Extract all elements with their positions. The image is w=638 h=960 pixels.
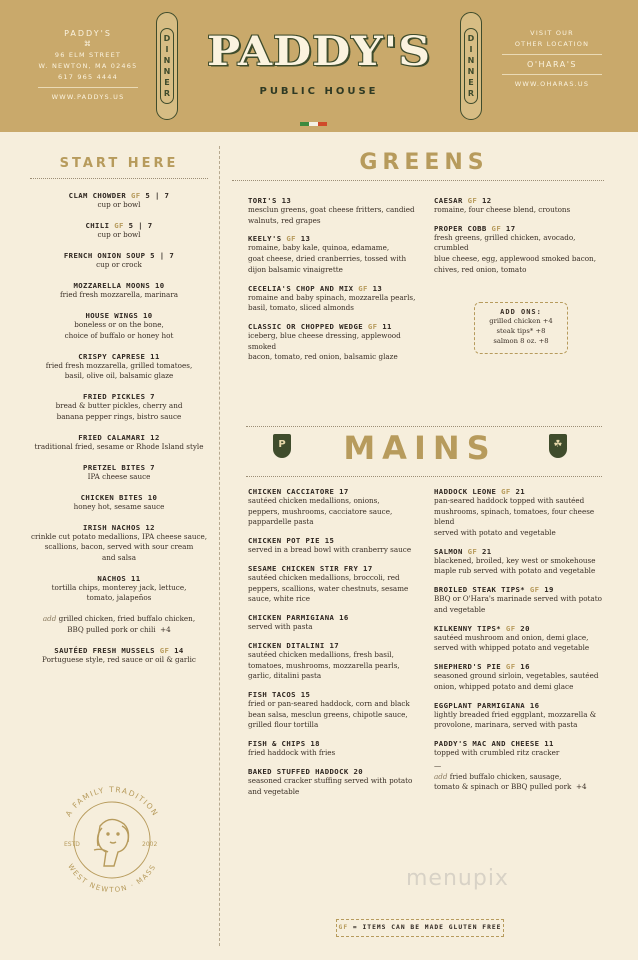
item-price: 15 (300, 690, 311, 700)
item-desc: goat cheese, dried cranberries, tossed with (248, 254, 407, 264)
pipe-shield-icon: ☘ (549, 434, 567, 458)
item-desc: topped with crumbled ritz cracker (434, 748, 560, 758)
item-price: 13 (372, 283, 383, 293)
item-name: BROILED STEAK TIPS* (434, 585, 526, 595)
start-addon (30, 614, 208, 635)
badge-letter: D (467, 34, 475, 43)
item-desc: peppers, scallions, water chestnuts, sesame (248, 583, 409, 593)
badge-letter: R (467, 89, 475, 98)
stamp-bottom-text: WEST NEWTON · MASS (66, 862, 158, 895)
item-desc: fried or pan-seared haddock, corn and black (248, 699, 410, 709)
item-desc: banana pepper rings, bistro sauce (56, 411, 182, 421)
item-desc: sautéed chicken medallions, onions, (248, 496, 380, 505)
gf-badge: GF (130, 191, 141, 200)
item-desc: fried haddock with fries (248, 748, 336, 758)
menu-item (30, 493, 208, 513)
address-block (28, 28, 148, 103)
start-here-title: START HERE (59, 156, 179, 171)
gf-badge: GF (286, 234, 296, 244)
other-website-link[interactable]: WWW.OHARAS.US (514, 80, 590, 88)
stamp-estd: ESTD (64, 841, 80, 848)
item-name: FRIED CALAMARI (78, 432, 146, 442)
greens-title: GREENS (359, 150, 489, 175)
item-desc: blue cheese, egg, applewood smoked bacon, (434, 254, 596, 264)
item-name: PROPER COBB (434, 223, 487, 233)
item-name: CAESAR (434, 196, 463, 205)
item-price: 12 (145, 522, 155, 532)
item-desc: fried fresh mozzarella, grilled tomatoes, (45, 360, 193, 370)
item-desc: bacon, tomato, red onion, balsamic glaze (248, 352, 398, 362)
item-price: 17 (329, 640, 340, 650)
gf-badge: GF (467, 546, 478, 556)
item-desc: served with whipped potato and vegetable (434, 643, 590, 653)
item-name: CHICKEN POT PIE (248, 536, 320, 546)
stamp-top-text: A FAMILY TRADITION (63, 784, 161, 819)
menu-item (248, 487, 432, 528)
gf-badge: GF (358, 283, 368, 293)
dotted-divider (246, 476, 602, 477)
addon-line: salmon 8 oz. +8 (493, 337, 549, 345)
menu-item (30, 523, 208, 564)
addon-price: +4 (160, 624, 171, 634)
item-desc: sauce, white rice (248, 594, 310, 604)
menu-item (248, 284, 430, 314)
badge-letter: I (165, 45, 169, 54)
item-price: 17 (505, 223, 516, 233)
gluten-free-note (336, 919, 504, 937)
item-price: 20 (353, 766, 364, 776)
menu-item (30, 392, 208, 422)
item-desc: served in a bread bowl with cranberry sauce (248, 545, 412, 555)
item-desc: served with pasta (248, 622, 313, 632)
divider (38, 87, 138, 88)
mac-addon (434, 761, 612, 793)
badge-letter: N (467, 67, 475, 76)
mains-left-column (248, 487, 432, 805)
item-price: 7 (150, 392, 155, 402)
addon-line: steak tips* +8 (496, 327, 546, 335)
item-price: 10 (147, 492, 158, 502)
item-desc: cup or bowl (97, 229, 141, 239)
badge-letter: E (164, 78, 170, 87)
flag-stripe (300, 122, 309, 126)
item-price: 11 (544, 739, 554, 749)
item-desc: chives, red onion, tomato (434, 264, 527, 274)
addon-prefix: add (434, 771, 448, 781)
gf-badge: GF (367, 322, 378, 332)
item-desc: walnuts, red grapes (248, 215, 321, 225)
item-price: 13 (281, 196, 292, 205)
addon-dash: — (434, 760, 442, 770)
item-desc: sautéed mushroom and onion, demi glace, (434, 632, 589, 642)
menu-item (248, 613, 432, 633)
item-name: SESAME CHICKEN STIR FRY (248, 563, 359, 573)
item-desc: fried fresh mozzarella, marinara (59, 289, 179, 299)
item-name: NACHOS (97, 573, 127, 583)
menu-item (248, 536, 432, 556)
addon-price: +4 (576, 782, 587, 792)
item-desc: sautéed chicken medallions, broccoli, red (248, 572, 400, 582)
divider (502, 54, 602, 55)
gf-badge: GF (529, 585, 540, 595)
mains-right-column (434, 487, 612, 793)
addon-text-2: tomato & spinach or BBQ pulled pork (434, 782, 572, 792)
item-price: 20 (520, 623, 530, 633)
item-desc: and salsa (101, 552, 137, 562)
item-desc: scallions, bacon, served with sour cream (44, 542, 194, 552)
item-price: 10 (142, 310, 153, 320)
item-name: EGGPLANT PARMIGIANA (434, 700, 526, 710)
item-name: PADDY'S MAC AND CHEESE (434, 739, 540, 749)
gf-badge: GF (505, 662, 516, 672)
item-name: CECELIA'S CHOP AND MIX (248, 283, 354, 293)
column-divider (219, 146, 220, 946)
menu-item (30, 281, 208, 301)
header-banner (0, 0, 638, 132)
item-desc: tomato, jalapeños (86, 593, 152, 603)
other-location-block (492, 28, 612, 90)
item-name: CLASSIC OR CHOPPED WEDGE (248, 322, 364, 332)
badge-letter: N (163, 67, 171, 76)
item-price: 12 (150, 432, 160, 442)
menu-item (434, 739, 612, 759)
item-desc: mushrooms, spinach, tomatoes, four cheese blend (434, 506, 595, 527)
item-desc: sautéed chicken medallions, fresh basil, (248, 649, 394, 659)
item-desc: boneless or on the bone, (74, 319, 164, 329)
item-desc: cup or bowl (97, 200, 141, 209)
item-price: 5 | 7 (145, 191, 170, 200)
item-name: CHICKEN PARMIGIANA (248, 613, 335, 623)
location-name: O'HARA'S (527, 60, 577, 69)
phone: 617 965 4444 (58, 73, 118, 81)
item-price: 19 (544, 585, 554, 595)
knot-icon: ⌘ (83, 40, 93, 48)
divider (502, 74, 602, 75)
greens-left-column (248, 196, 430, 371)
flag-stripe (318, 122, 327, 126)
greens-addons-box (474, 302, 568, 354)
start-here-section (30, 152, 208, 676)
item-desc: basil, olive oil, balsamic glaze (64, 371, 174, 381)
p-shield-icon: P (273, 434, 291, 458)
menu-item (30, 433, 208, 453)
menu-item (248, 690, 432, 731)
website-link[interactable]: WWW.PADDYS.US (51, 93, 125, 101)
item-desc: bean salsa, mesclun greens, chipotle sauce, (248, 709, 408, 719)
item-price: 10 (154, 280, 165, 290)
menu-item (30, 463, 208, 483)
item-name: FISH TACOS (248, 690, 296, 700)
item-price: 13 (300, 234, 311, 244)
item-desc: and vegetable (434, 604, 486, 614)
badge-letter: I (469, 45, 473, 54)
item-desc: lightly breaded fried eggplant, mozzarella & (434, 709, 597, 719)
item-price: 12 (481, 196, 492, 205)
item-desc: pappardelle pasta (248, 517, 314, 527)
badge-letter: D (163, 34, 171, 43)
family-tradition-stamp (50, 778, 174, 902)
logo (196, 26, 442, 97)
menu-item (248, 564, 432, 605)
item-name: CHICKEN BITES (80, 492, 143, 502)
item-desc: romaine and baby spinach, mozzarella pearls, (248, 292, 416, 302)
visit-text: VISIT OUR (530, 29, 574, 37)
item-price: 17 (363, 563, 373, 573)
item-name: SALMON (434, 546, 463, 556)
item-desc: Portuguese style, red sauce or oil & garlic (42, 654, 196, 664)
item-desc: and vegetable (248, 786, 300, 796)
item-desc: romaine, baby kale, quinoa, edamame, (248, 243, 390, 253)
menu-item (30, 646, 208, 666)
gf-badge: GF (159, 645, 170, 655)
item-name: HADDOCK LEONE (434, 487, 497, 496)
menupix-watermark: menupix (406, 866, 509, 891)
item-price: 21 (481, 546, 492, 556)
gf-note-text: = ITEMS CAN BE MADE GLUTEN FREE (352, 924, 502, 931)
dinner-badge-left (156, 12, 178, 120)
menu-item (434, 701, 612, 731)
item-price: 17 (339, 487, 349, 496)
item-desc: garlic, ditalini pasta (248, 671, 322, 681)
item-price: 11 (382, 322, 392, 332)
item-desc: mesclun greens, goat cheese fritters, candied (248, 205, 415, 214)
item-desc: tortilla chips, monterey jack, lettuce, (51, 582, 187, 592)
menu-item (30, 251, 208, 271)
badge-letter: E (468, 78, 474, 87)
menu-item (434, 585, 612, 615)
item-desc: tomatoes, mushrooms, mozzarella pearls, (248, 660, 400, 670)
item-desc: cup or crock (96, 259, 142, 269)
menu-item (248, 641, 432, 682)
item-price: 15 (324, 536, 335, 546)
restaurant-name-small: PADDY'S (64, 29, 112, 38)
item-name: CHICKEN CACCIATORE (248, 487, 335, 496)
menu-item (248, 196, 430, 226)
stamp-year: 2002 (142, 841, 158, 848)
gf-badge: GF (491, 223, 502, 233)
item-desc: blackened, broiled, key west or smokehouse (434, 555, 596, 565)
item-desc: bread & butter pickles, cherry and (55, 401, 183, 411)
item-desc: seasoned cracker stuffing served with potato (248, 775, 413, 785)
irish-flag-icon (300, 122, 327, 126)
item-price: 11 (150, 351, 160, 361)
dotted-divider (232, 180, 604, 181)
item-desc: fresh greens, grilled chicken, avocado, crumbled (434, 232, 576, 253)
item-desc: grilled flour tortilla (248, 720, 319, 730)
menu-item (30, 574, 208, 604)
item-desc: peppers, mushrooms, cacciatore sauce, (248, 506, 393, 516)
street: 96 ELM STREET (54, 51, 122, 59)
menu-item (30, 191, 208, 211)
item-price: 7 (150, 462, 155, 472)
gf-badge: GF (467, 196, 478, 205)
item-price: 16 (339, 613, 349, 623)
item-name: FISH & CHIPS (248, 739, 306, 749)
menu-item (30, 352, 208, 382)
item-name: CHICKEN DITALINI (248, 640, 325, 650)
item-price: 14 (174, 645, 184, 655)
menu-item (30, 311, 208, 341)
menu-item (434, 224, 610, 275)
item-desc: crinkle cut potato medallions, IPA cheese sauce, (30, 531, 208, 541)
item-price: 5 | 7 (128, 220, 153, 230)
badge-letter: R (163, 89, 171, 98)
item-price: 16 (529, 700, 540, 710)
greens-right-column (434, 196, 610, 284)
item-price: 16 (520, 662, 530, 672)
item-price: 11 (130, 573, 141, 583)
item-price: 21 (515, 487, 526, 496)
menu-item (434, 662, 612, 692)
badge-letter: N (163, 56, 171, 65)
addon-text-2: BBQ pulled pork or chili (67, 624, 156, 634)
item-price: 5 | 7 (150, 250, 175, 260)
item-name: CHILI (85, 220, 110, 230)
logo-title: PADDY'S (207, 28, 431, 75)
dinner-badge-right (460, 12, 482, 120)
gf-badge: GF (501, 487, 511, 496)
item-name: TORI'S (248, 196, 277, 205)
item-name: FRIED PICKLES (83, 392, 146, 402)
other-location-text: OTHER LOCATION (514, 40, 590, 48)
item-name: SAUTÉED FRESH MUSSELS (54, 645, 155, 655)
addon-text: fried buffalo chicken, sausage, (449, 771, 562, 781)
menu-item (248, 234, 430, 275)
item-desc: choice of buffalo or honey hot (64, 330, 174, 340)
item-desc: provolone, marinara, served with pasta (434, 720, 578, 730)
dog-icon (94, 819, 129, 866)
mains-title: MAINS (343, 429, 497, 467)
addon-prefix: add (42, 614, 57, 624)
menu-item (30, 221, 208, 241)
flag-stripe (309, 122, 318, 126)
item-name: CRISPY CAPRESE (78, 351, 146, 361)
addons-title: ADD ONS: (500, 308, 542, 316)
dotted-divider (30, 178, 208, 179)
badge-letter: N (467, 56, 475, 65)
dotted-divider (246, 426, 602, 427)
item-desc: iceberg, blue cheese dressing, applewood smoked (248, 331, 401, 351)
addon-line: grilled chicken +4 (489, 317, 553, 325)
item-name: SHEPHERD'S PIE (434, 662, 502, 672)
item-desc: basil, tomato, sliced almonds (248, 303, 354, 313)
addon-text: grilled chicken, fried buffalo chicken, (58, 614, 196, 624)
item-name: HOUSE WINGS (85, 310, 139, 320)
item-desc: pan-seared haddock topped with sautéed (434, 496, 585, 505)
item-price: 18 (310, 739, 320, 749)
menu-item (434, 196, 610, 216)
item-desc: traditional fried, sesame or Rhode Island style (34, 441, 204, 451)
menu-item (248, 322, 430, 363)
item-desc: served with potato and vegetable (434, 527, 556, 537)
item-name: PRETZEL BITES (83, 462, 146, 472)
item-desc: dijon balsamic vinaigrette (248, 264, 343, 274)
item-desc: BBQ or O'Hara's marinade served with potato (434, 594, 602, 604)
item-desc: romaine, four cheese blend, croutons (434, 205, 571, 214)
item-desc: IPA cheese sauce (87, 471, 151, 481)
item-name: CLAM CHOWDER (68, 191, 127, 200)
item-name: KEELY'S (248, 234, 282, 244)
item-name: IRISH NACHOS (83, 522, 141, 532)
menu-item (248, 767, 432, 797)
menu-item (434, 547, 612, 577)
item-name: BAKED STUFFED HADDOCK (248, 766, 349, 776)
city: W. NEWTON, MA 02465 (38, 62, 138, 70)
item-desc: seasoned ground sirloin, vegetables, sautéed (434, 671, 599, 681)
gf-badge: GF (338, 924, 349, 931)
logo-subtitle: PUBLIC HOUSE (259, 86, 379, 97)
item-name: MOZZARELLA MOONS (73, 280, 151, 290)
item-name: KILKENNY TIPS* (434, 623, 502, 633)
menu-item (434, 487, 612, 538)
item-name: FRENCH ONION SOUP (63, 250, 146, 260)
gf-badge: GF (505, 623, 516, 633)
menu-item (248, 739, 432, 759)
item-desc: honey hot, sesame sauce (73, 501, 165, 511)
item-desc: onion, whipped potato and demi glace (434, 681, 574, 691)
gf-badge: GF (114, 220, 124, 230)
item-desc: maple rub served with potato and vegetable (434, 566, 596, 576)
menu-item (434, 624, 612, 654)
